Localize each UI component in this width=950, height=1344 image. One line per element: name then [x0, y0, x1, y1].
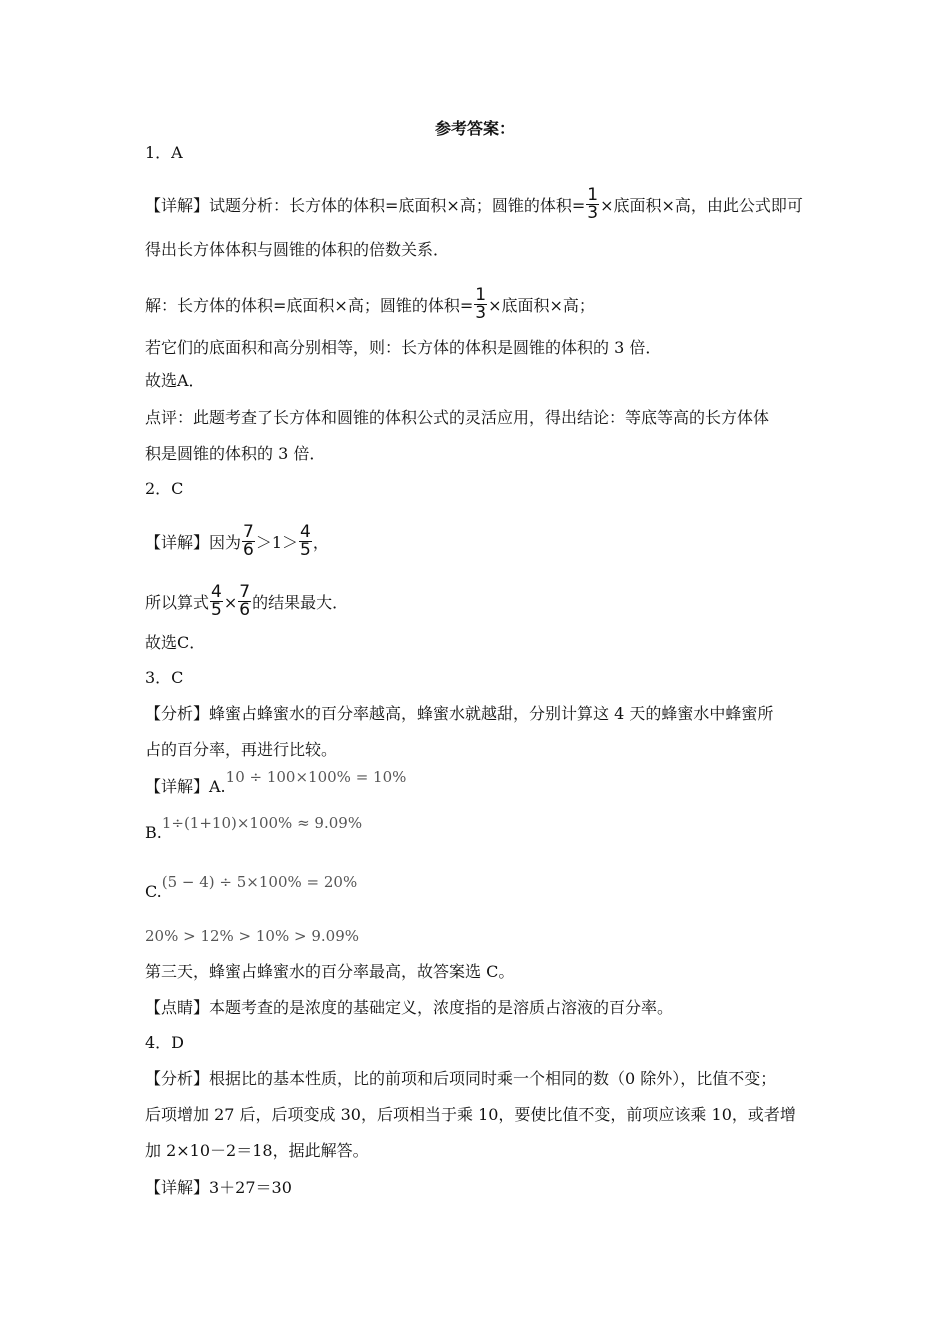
- q3-detail-c: [145, 873, 810, 903]
- q4-detail: 【详解】3＋27＝30: [145, 1178, 292, 1197]
- q1-detail-continued: 得出长方体体积与圆锥的体积的倍数关系．: [145, 240, 450, 259]
- q2-detail-comma: ，: [312, 533, 329, 552]
- q3-header: 3．C: [145, 668, 184, 687]
- option-b-label: B.: [145, 823, 162, 842]
- option-c-label: C.: [145, 882, 162, 901]
- q2-header: 2．C: [145, 479, 184, 498]
- fraction-one-third: $\frac{1}{3}$: [475, 285, 487, 323]
- q1-solution: [145, 285, 810, 324]
- q4-analysis-continued: 后项增加 27 后，后项变成 30，后项相当于乘 10，要使比值不变，前项应该乘 10，或者增: [145, 1105, 796, 1124]
- fraction-seven-sixths: $\frac{7}{6}$: [239, 582, 251, 620]
- q3-analysis-continued: 占的百分率，再进行比较。: [145, 740, 338, 759]
- q2-detail-text: 【详解】因为: [145, 533, 242, 552]
- q4-analysis: 【分析】根据比的基本性质，比的前项和后项同时乘一个相同的数（0 除外），比值不变；: [145, 1069, 777, 1088]
- q1-header: 1．A: [145, 143, 183, 162]
- q3-detail-a: [145, 768, 810, 798]
- formula-comparison: 20% > 12% > 10% > 9.09%: [145, 927, 359, 945]
- q2-line-text: 所以算式: [145, 593, 210, 612]
- q3-conclusion: 第三天，蜂蜜占蜂蜜水的百分率最高，故答案选 C。: [145, 962, 515, 981]
- q2-choice: 故选C．: [145, 633, 206, 652]
- q3-detail-label: 【详解】A.: [145, 777, 226, 796]
- q1-solution-text: 解：长方体的体积=底面积×高；圆锥的体积=: [145, 296, 474, 315]
- fraction-four-fifths: $\frac{4}{5}$: [211, 582, 222, 620]
- inequality-text: ＞1＞: [255, 533, 299, 552]
- formula-b: 1÷(1+10)×100% ≈ 9.09%: [161, 814, 363, 832]
- page-title: 参考答案：: [434, 119, 515, 138]
- q3-comparison: [145, 925, 810, 947]
- q1-solution-text-end: ×底面积×高；: [488, 296, 595, 315]
- q1-detail-text: 【详解】试题分析：长方体的体积=底面积×高；圆锥的体积=: [145, 196, 586, 215]
- q2-detail: [145, 522, 810, 561]
- q3-comment: 【点睛】本题考查的是浓度的基础定义，浓度指的是溶质占溶液的百分率。: [145, 998, 674, 1017]
- times-sign: ×: [223, 593, 238, 612]
- q2-expression-line: [145, 582, 810, 621]
- fraction-one-third: $\frac{1}{3}$: [587, 185, 599, 223]
- q1-comment-continued: 积是圆锥的体积的 3 倍．: [145, 444, 326, 463]
- formula-a: 10 ÷ 100×100% = 10%: [225, 768, 407, 786]
- q3-analysis: 【分析】蜂蜜占蜂蜜水的百分率越高，蜂蜜水就越甜，分别计算这 4 天的蜂蜜水中蜂蜜所: [145, 704, 774, 723]
- fraction-four-fifths: $\frac{4}{5}$: [300, 522, 311, 560]
- q4-header: 4．D: [145, 1033, 185, 1052]
- q1-comment: 点评：此题考查了长方体和圆锥的体积公式的灵活应用，得出结论：等底等高的长方体体: [145, 408, 770, 427]
- formula-c: (5 − 4) ÷ 5×100% = 20%: [161, 873, 358, 891]
- q1-detail-text-end: ×底面积×高，由此公式即可: [600, 196, 803, 215]
- q1-choice: 故选A．: [145, 371, 205, 390]
- q3-detail-b: [145, 814, 810, 844]
- q1-detail: [145, 185, 810, 224]
- q4-analysis-end: 加 2×10－2＝18，据此解答。: [145, 1141, 369, 1160]
- fraction-seven-sixths: $\frac{7}{6}$: [243, 522, 254, 560]
- q2-line-text-end: 的结果最大．: [252, 593, 349, 612]
- q1-conclusion: 若它们的底面积和高分别相等，则：长方体的体积是圆锥的体积的 3 倍．: [145, 338, 662, 357]
